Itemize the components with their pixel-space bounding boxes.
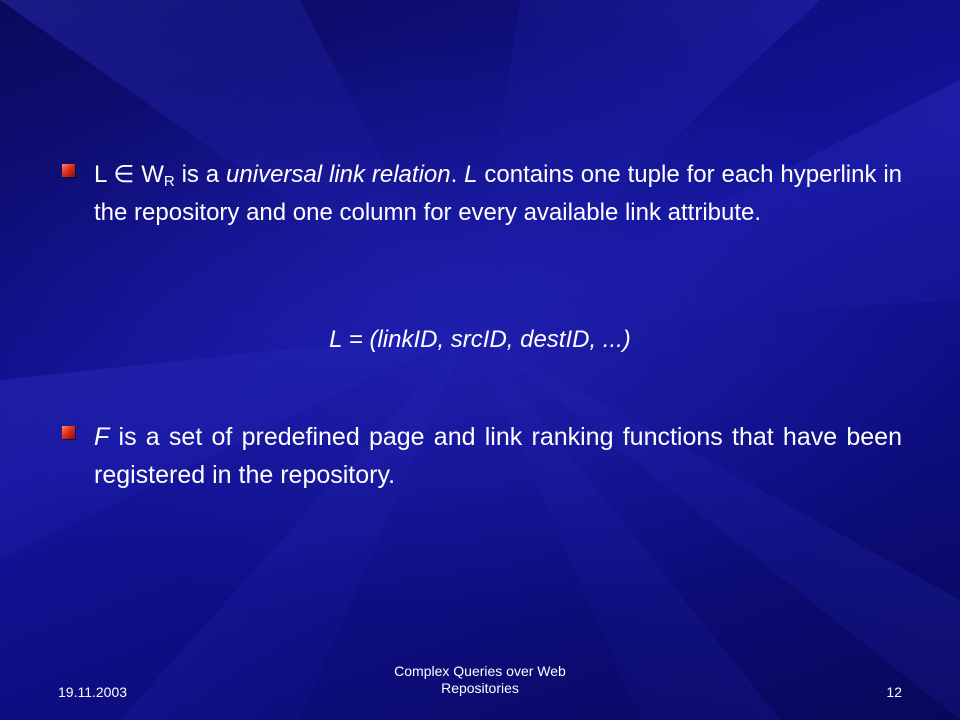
text-is-a: is a xyxy=(174,161,227,188)
page-number: 12 xyxy=(886,684,902,700)
text-description: is a set of predefined page and link ranking functions that have been registered in the repository. xyxy=(94,423,902,489)
subscript-r: R xyxy=(163,173,175,190)
element-of-symbol: ∈ xyxy=(113,161,135,188)
bullet-ranking-functions xyxy=(62,418,902,494)
text-period: . xyxy=(450,161,465,188)
term-universal-link-relation: universal link relation xyxy=(226,161,451,188)
bullet-text xyxy=(94,156,902,232)
symbol-l-italic: L xyxy=(464,161,478,188)
bullet-universal-link-relation xyxy=(62,156,902,232)
footer-title-line2: Repositories xyxy=(441,680,519,696)
bullet-text xyxy=(94,418,902,494)
square-bullet-icon xyxy=(62,164,75,177)
symbol-f: F xyxy=(94,423,110,451)
formula-l: L = (linkID, srcID, destID, ...) xyxy=(329,326,631,353)
symbol-w: W xyxy=(141,161,164,188)
footer-date: 19.11.2003 xyxy=(58,684,128,700)
text-description: contains one tuple for each hyperlink in the repository and one column for every available link attribute. xyxy=(94,161,903,226)
footer-title xyxy=(330,663,630,697)
footer-title-line1: Complex Queries over Web xyxy=(394,663,566,679)
symbol-l: L xyxy=(94,161,107,188)
square-bullet-icon xyxy=(62,426,75,439)
